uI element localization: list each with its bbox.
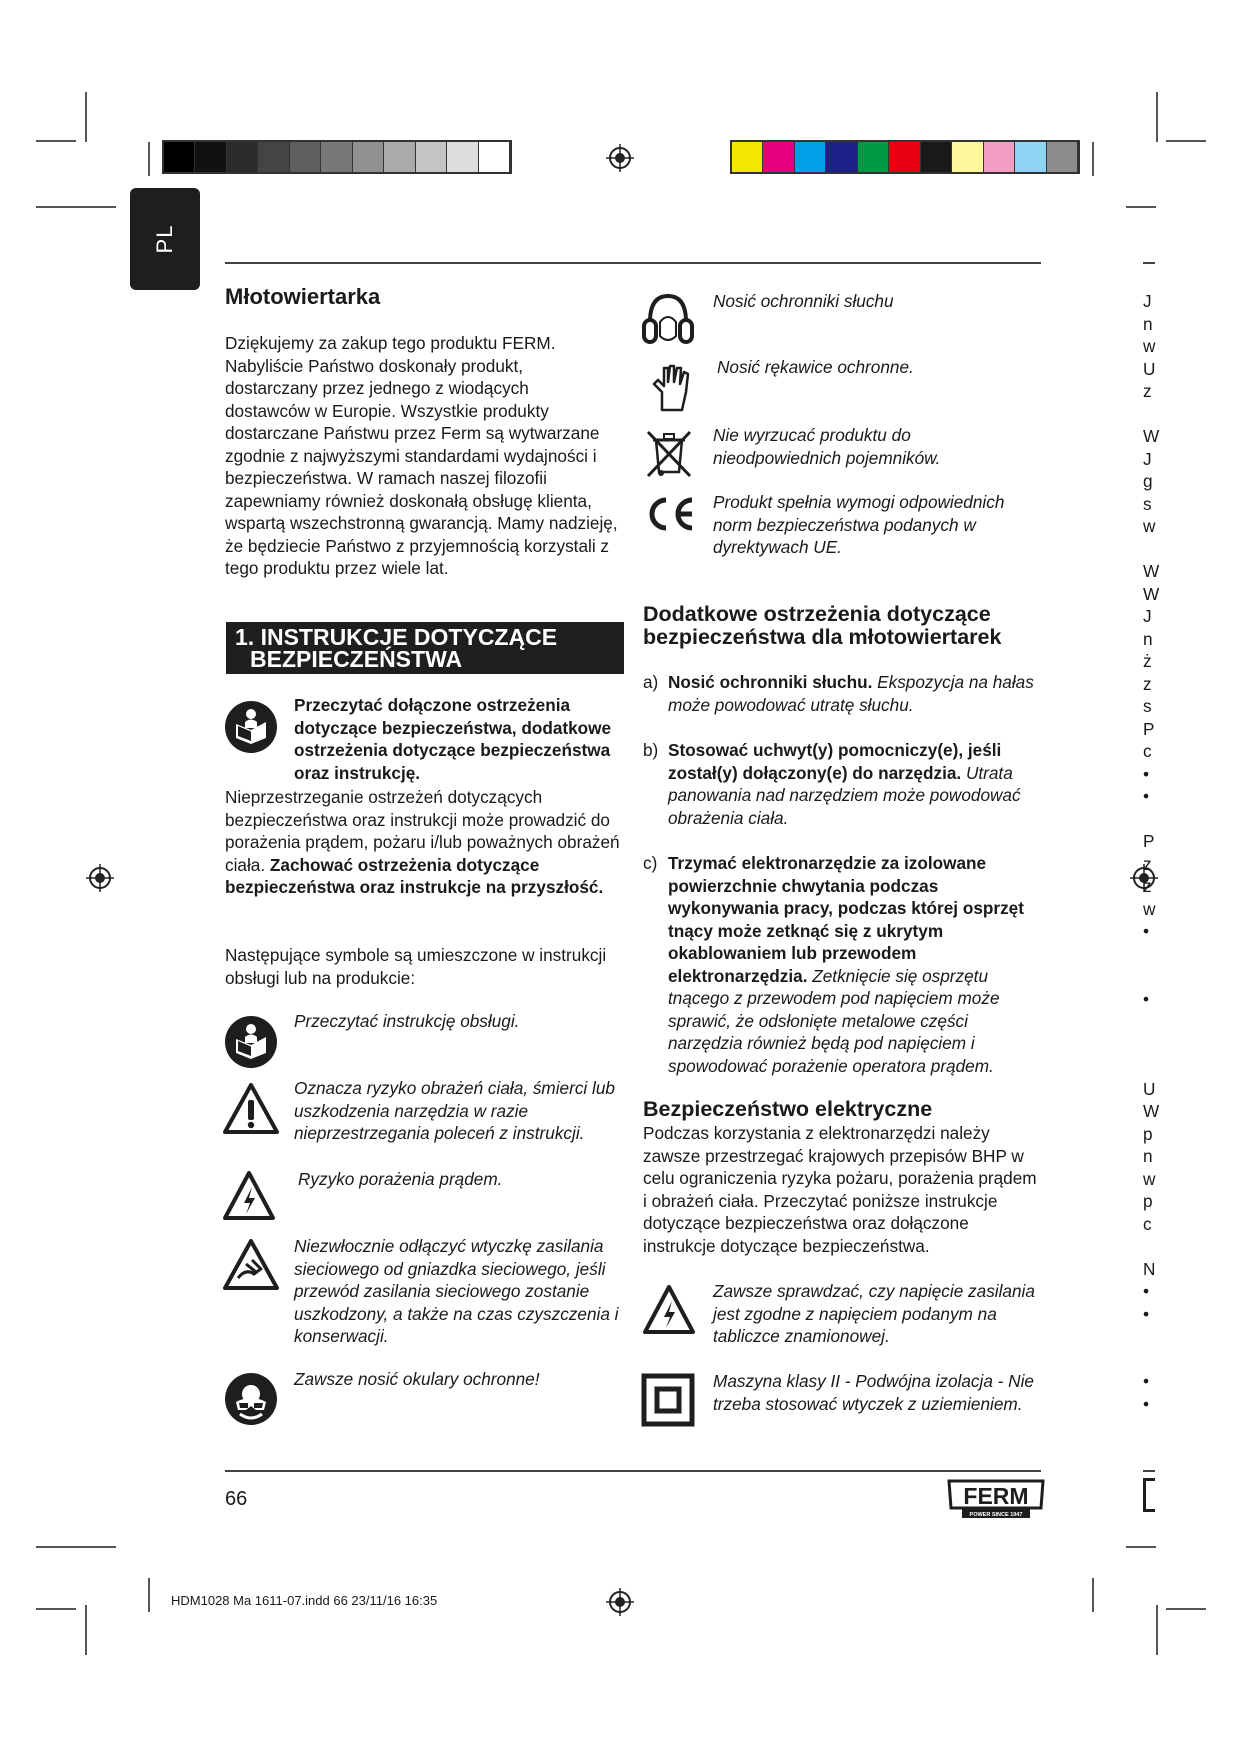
header-rule (1143, 262, 1155, 264)
crop-mark (1092, 1578, 1094, 1612)
cut-off-fragment (1143, 1325, 1155, 1348)
footer-rule (225, 1470, 1041, 1472)
crop-mark (148, 142, 150, 176)
registration-mark-icon (606, 1588, 634, 1616)
color-swatch (763, 142, 794, 172)
cut-off-fragment: g (1143, 471, 1153, 491)
list-content (668, 852, 1043, 1077)
list-content (668, 671, 1043, 716)
cut-off-fragment: W (1143, 561, 1160, 581)
color-swatch (258, 142, 289, 172)
unplug-icon (222, 1238, 280, 1292)
list-content (668, 739, 1043, 829)
cut-off-fragment: N (1143, 1258, 1156, 1279)
cut-off-fragment: s (1143, 493, 1152, 514)
page-title: Młotowiertarka (225, 284, 381, 309)
cut-off-column (1143, 290, 1160, 1415)
crop-mark (36, 140, 76, 142)
additional-warnings-title: Dodatkowe ostrzeżenia dotyczące bezpieczeństwa dla młotowiertarek (643, 602, 1002, 649)
crop-mark (36, 1546, 116, 1548)
wheelie-bin-icon (644, 428, 694, 478)
read-warning-paragraph (225, 694, 625, 784)
electrical-safety-text: Podczas korzystania z elektronarzędzi należy zawsze przestrzegać krajowych przepisów BHP w celu ograniczenia ryzyka pożaru, porażenia prądem i obrażeń ciała. Przeczytać poniższe instrukcje dotyczące bezpieczeństwa oraz dołączone instrukcje dotyczące bezpieczeństwa. (643, 1123, 1037, 1256)
warning-icon (222, 1082, 280, 1136)
cut-off-fragment: w (1143, 516, 1156, 536)
color-swatch (858, 142, 889, 172)
color-swatch (195, 142, 226, 172)
cut-off-fragment: w (1143, 1168, 1156, 1189)
warning-italic: Zetknięcie się osprzętu tnącego z przewodem pod napięciem może sprawić, że odsłonięte metalowe części narzędzia również będą pod napięciem i spowodować porażenie operatora prądem. (668, 965, 1000, 1076)
color-swatch (164, 142, 195, 172)
cut-off-fragment: w (1143, 336, 1156, 356)
cut-off-fragment: • (1143, 786, 1150, 806)
read-manual-icon (224, 1015, 278, 1069)
warning-bold: Stosować uchwyt(y) pomocniczy(e), jeśli został(y) dołączony(e) do narzędzia. (668, 740, 1002, 783)
color-swatch (384, 142, 415, 172)
footer-rule (1143, 1470, 1155, 1472)
cut-off-fragment: P (1143, 831, 1155, 851)
cut-off-fragment: w (1143, 898, 1156, 919)
cut-off-fragment: • (1143, 763, 1150, 784)
symbols-intro: Następujące symbole są umieszczone w instrukcji obsługi lub na produkcie: (225, 945, 607, 988)
symbol-text: Przeczytać instrukcję obsługi. (294, 1011, 520, 1031)
cut-off-fragment: P (1143, 718, 1155, 739)
electric-shock-icon (222, 1170, 276, 1222)
cut-off-fragment (1143, 965, 1155, 988)
color-swatch (321, 142, 352, 172)
ferm-logo (946, 1478, 1046, 1520)
cut-off-fragment (1143, 1010, 1155, 1033)
cut-off-fragment: c (1143, 1213, 1152, 1234)
warning-bold: Nosić ochronniki słuchu. (668, 672, 873, 692)
cut-off-fragment: • (1143, 1371, 1150, 1391)
color-swatch (353, 142, 384, 172)
header-rule (225, 262, 1041, 264)
safety-glasses-icon (224, 1372, 278, 1426)
color-swatch (732, 142, 763, 172)
list-letter: b) (643, 740, 659, 760)
color-swatch (447, 142, 478, 172)
color-swatch (921, 142, 952, 172)
symbol-text: Produkt spełnia wymogi odpowiednich norm bezpieczeństwa podanych w dyrektywach UE. (713, 492, 1005, 557)
crop-mark (1092, 142, 1094, 176)
read-warning-bold: Przeczytać dołączone ostrzeżenia dotyczące bezpieczeństwa, dodatkowe ostrzeżenia dotyczące bezpieczeństwa oraz instrukcję. (294, 695, 612, 783)
cut-off-fragment: ż (1143, 651, 1152, 671)
read-warning-text: Nieprzestrzeganie ostrzeżeń dotyczących bezpieczeństwa oraz instrukcji może prowadzić do porażenia prądem, pożaru i/lub poważnych obrażeń ciała. (225, 787, 620, 875)
list-letter: c) (643, 853, 658, 873)
warning-italic: Ekspozycja na hałas może powodować utratę słuchu. (668, 672, 1034, 715)
registration-mark-icon (86, 864, 114, 892)
color-swatch (290, 142, 321, 172)
cut-off-fragment: n (1143, 1146, 1153, 1166)
cut-off-fragment: J (1143, 291, 1152, 311)
ear-protection-icon (642, 292, 694, 348)
crop-mark (85, 1605, 87, 1655)
color-bar (730, 140, 1080, 174)
intro-paragraph: Dziękujemy za zakup tego produktu FERM. Nabyliście Państwo doskonały produkt, dostarczany przez jednego z wiodących dostawców w Europie. Wszystkie produkty dostarczane Państwu przez Ferm są wytwarzane zgodnie z najwyższymi standardami wydajności i bezpieczeństwa. W ramach naszej filozofii zapewniamy również doskonałą obsługę klienta, wspartą wszechstronną gwarancją. Mamy nadzieję, że będziecie Państwo z przyjemnością korzystali z tego produktu przez wiele lat. (225, 333, 618, 578)
electrical-safety-title: Bezpieczeństwo elektryczne (643, 1097, 933, 1121)
ce-mark-icon (642, 494, 696, 534)
color-swatch (889, 142, 920, 172)
cut-off-fragment (1143, 1235, 1155, 1258)
cut-off-fragment: W (1143, 583, 1160, 604)
cut-off-fragment: W (1143, 426, 1160, 446)
symbol-text: Niezwłocznie odłączyć wtyczkę zasilania sieciowego od gniazdka sieciowego, jeśli przewód zasilania sieciowego zostanie uszkodzony, a także na czas czyszczenia i konserwacji. (294, 1236, 619, 1346)
cut-off-fragment (1143, 403, 1155, 426)
cut-off-fragment: z (1143, 673, 1152, 694)
next-page-logo-fragment (1143, 1478, 1155, 1512)
section-heading-line2: BEZPIECZEŃSTWA (250, 646, 463, 672)
color-swatch (984, 142, 1015, 172)
crop-mark (1126, 206, 1156, 208)
cut-off-fragment: z (1143, 853, 1152, 874)
color-swatch (227, 142, 258, 172)
cut-off-fragment: U (1143, 358, 1156, 379)
list-letter: a) (643, 672, 659, 692)
page-number: 66 (225, 1488, 248, 1510)
read-warning-bold2: Zachować ostrzeżenia dotyczące bezpieczeństwa oraz instrukcje na przyszłość. (225, 854, 604, 897)
crop-mark (1166, 140, 1206, 142)
cut-off-fragment: n (1143, 628, 1153, 649)
additional-warning-c (643, 852, 1043, 1077)
language-tab (130, 188, 200, 290)
cut-off-fragment (1143, 943, 1155, 966)
cut-off-fragment: J (1143, 448, 1152, 469)
cut-off-fragment: n (1143, 313, 1153, 334)
cut-off-fragment: J (1143, 606, 1152, 626)
crop-mark (1126, 1546, 1156, 1548)
class-ii-icon (642, 1374, 694, 1426)
cut-off-fragment: • (1143, 1281, 1150, 1301)
symbol-text: Nosić rękawice ochronne. (717, 357, 914, 377)
color-swatch (1015, 142, 1046, 172)
symbol-text: Ryzyko porażenia prądem. (298, 1169, 503, 1189)
warning-italic: Utrata panowania nad narzędziem może powodować obrażenia ciała. (668, 762, 1021, 828)
cut-off-fragment: W (1143, 1101, 1160, 1121)
cut-off-fragment: z (1143, 876, 1152, 896)
read-warning-body (225, 786, 625, 899)
color-swatch (952, 142, 983, 172)
cut-off-fragment: • (1143, 988, 1150, 1009)
additional-warning-b (643, 739, 1043, 829)
voltage-check-icon (642, 1284, 696, 1336)
crop-mark (1166, 1608, 1206, 1610)
warning-bold: Trzymać elektronarzędzie za izolowane powierzchnie chwytania podczas wykonywania pracy, podczas której osprzęt tnący może zetknąć się z ukrytym okablowaniem lub przewodem elektronarzędzia. (668, 853, 1024, 986)
crop-mark (148, 1578, 150, 1612)
gloves-icon (648, 362, 692, 414)
cut-off-fragment: c (1143, 741, 1152, 761)
ferm-logo-tagline: POWER SINCE 1947 (969, 1512, 1023, 1518)
color-swatch (795, 142, 826, 172)
cut-off-fragment: s (1143, 696, 1152, 716)
cut-off-fragment (1143, 1055, 1155, 1078)
cut-off-fragment (1143, 1348, 1155, 1371)
cut-off-fragment (1143, 808, 1155, 831)
color-swatch (416, 142, 447, 172)
ferm-logo-text: FERM (963, 1483, 1029, 1509)
grayscale-bar (162, 140, 512, 174)
cut-off-fragment: z (1143, 381, 1152, 401)
additional-warning-a (643, 671, 1043, 716)
section-heading-line1: 1. INSTRUKCJE DOTYCZĄCE (235, 624, 558, 650)
cut-off-fragment: U (1143, 1078, 1156, 1099)
color-swatch (826, 142, 857, 172)
cut-off-fragment: • (1143, 1393, 1150, 1414)
cut-off-fragment: • (1143, 921, 1150, 941)
cut-off-fragment: p (1143, 1191, 1153, 1211)
symbol-text: Zawsze nosić okulary ochronne! (294, 1369, 540, 1389)
cut-off-fragment (1143, 538, 1155, 561)
symbol-text: Nie wyrzucać produktu do nieodpowiednich pojemników. (713, 425, 941, 468)
symbol-text: Oznacza ryzyko obrażeń ciała, śmierci lub uszkodzenia narzędzia w razie nieprzestrzegania poleceń z instrukcji. (294, 1078, 615, 1143)
color-swatch (479, 142, 510, 172)
crop-mark (85, 92, 87, 142)
registration-mark-icon (606, 144, 634, 172)
cut-off-fragment: • (1143, 1303, 1150, 1324)
symbol-text: Zawsze sprawdzać, czy napięcie zasilania jest zgodne z napięciem podanym na tabliczce znamionowej. (713, 1281, 1035, 1346)
file-info: HDM1028 Ma 1611-07.indd 66 23/11/16 16:35 (171, 1593, 438, 1608)
symbol-text: Nosić ochronniki słuchu (713, 291, 894, 311)
crop-mark (1156, 1605, 1158, 1655)
color-swatch (1047, 142, 1078, 172)
cut-off-fragment (1143, 1033, 1155, 1056)
language-tab-label: PL (152, 224, 177, 254)
crop-mark (36, 206, 116, 208)
crop-mark (36, 1608, 76, 1610)
section-heading (226, 622, 624, 674)
crop-mark (1156, 92, 1158, 142)
cut-off-fragment: p (1143, 1123, 1153, 1144)
symbol-text: Maszyna klasy II - Podwójna izolacja - Nie trzeba stosować wtyczek z uziemieniem. (713, 1371, 1034, 1414)
